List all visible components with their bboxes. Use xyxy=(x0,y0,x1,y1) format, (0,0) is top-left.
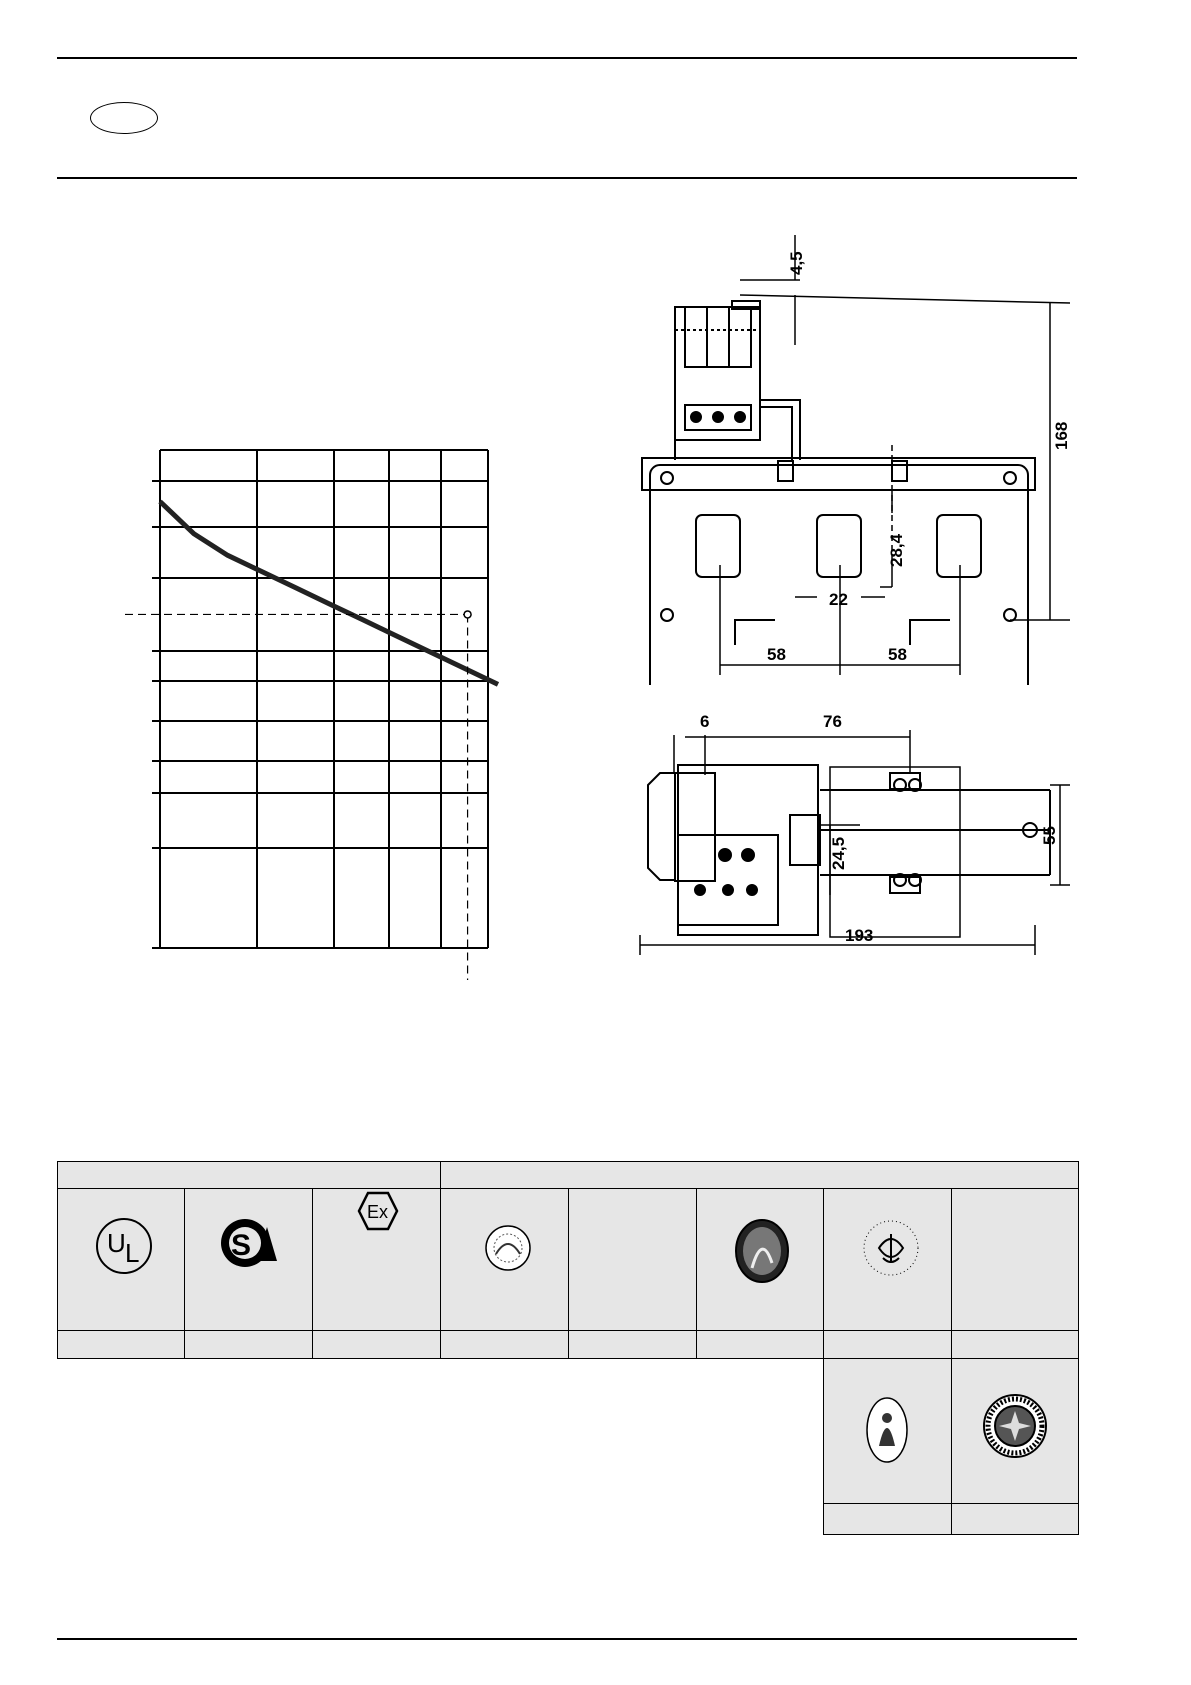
svg-text:Ex: Ex xyxy=(367,1202,389,1222)
footer-rule xyxy=(57,1638,1077,1640)
approvals-label-cell xyxy=(57,1330,185,1359)
approvals-logo-cell xyxy=(568,1188,697,1331)
approvals-label-cell xyxy=(568,1330,697,1359)
dim-height: 168 xyxy=(1052,421,1071,450)
dimension-drawing-top xyxy=(630,705,1090,965)
dim-relay-width: 76 xyxy=(823,712,842,731)
approvals-label-cell xyxy=(312,1330,441,1359)
reference-point xyxy=(464,611,471,618)
base-plate xyxy=(642,458,1035,685)
chart-grid xyxy=(152,450,488,948)
dim-left-offset: 6 xyxy=(700,712,710,731)
polski-rejestr-seal-icon xyxy=(865,1396,909,1464)
dimension-drawing-front xyxy=(630,235,1090,685)
dim-pitch-left: 58 xyxy=(767,645,786,664)
characteristic-chart xyxy=(110,440,510,980)
dimension-lines xyxy=(720,235,1070,675)
approvals-header-right xyxy=(440,1161,1079,1189)
dim-pitch-right: 58 xyxy=(888,645,907,664)
top-view-body xyxy=(648,765,1050,937)
approvals-label-cell xyxy=(184,1330,313,1359)
top-view-dimension-lines xyxy=(640,730,1070,955)
approvals-label-cell xyxy=(951,1330,1079,1359)
csa-mark-icon xyxy=(217,1213,281,1273)
dim-axis-offset: 24,5 xyxy=(829,836,848,870)
header-rule xyxy=(57,177,1077,179)
dim-hole-spacing: 55 xyxy=(1040,826,1059,845)
language-oval xyxy=(90,102,158,134)
dim-window-offset: 28,4 xyxy=(887,533,906,567)
det-norske-veritas-seal-icon xyxy=(861,1218,921,1278)
dim-total-width: 193 xyxy=(845,926,874,945)
svg-text:S: S xyxy=(231,1229,252,1262)
ul-mark-icon xyxy=(94,1216,154,1276)
lloyds-seal-icon xyxy=(484,1224,532,1272)
chart-curve xyxy=(160,502,498,685)
approvals-row2-label-2 xyxy=(951,1503,1079,1535)
bureau-veritas-seal-icon xyxy=(734,1218,790,1284)
approvals-label-cell xyxy=(696,1330,824,1359)
approvals-row2-label-1 xyxy=(823,1503,952,1535)
approvals-logo-cell xyxy=(951,1188,1079,1331)
chart-reference-lines xyxy=(125,611,471,980)
top-rule xyxy=(57,57,1077,59)
dim-window-gap: 22 xyxy=(829,590,848,609)
svg-text:L: L xyxy=(125,1238,140,1268)
approvals-label-cell xyxy=(440,1330,569,1359)
relay-body xyxy=(675,301,800,460)
approvals-label-cell xyxy=(823,1330,952,1359)
svg-text:U: U xyxy=(107,1228,126,1258)
ex-mark-icon xyxy=(357,1191,399,1231)
dim-top-gap: 4,5 xyxy=(787,251,806,275)
approvals-header-left xyxy=(57,1161,441,1189)
russian-register-seal-icon xyxy=(982,1393,1048,1459)
